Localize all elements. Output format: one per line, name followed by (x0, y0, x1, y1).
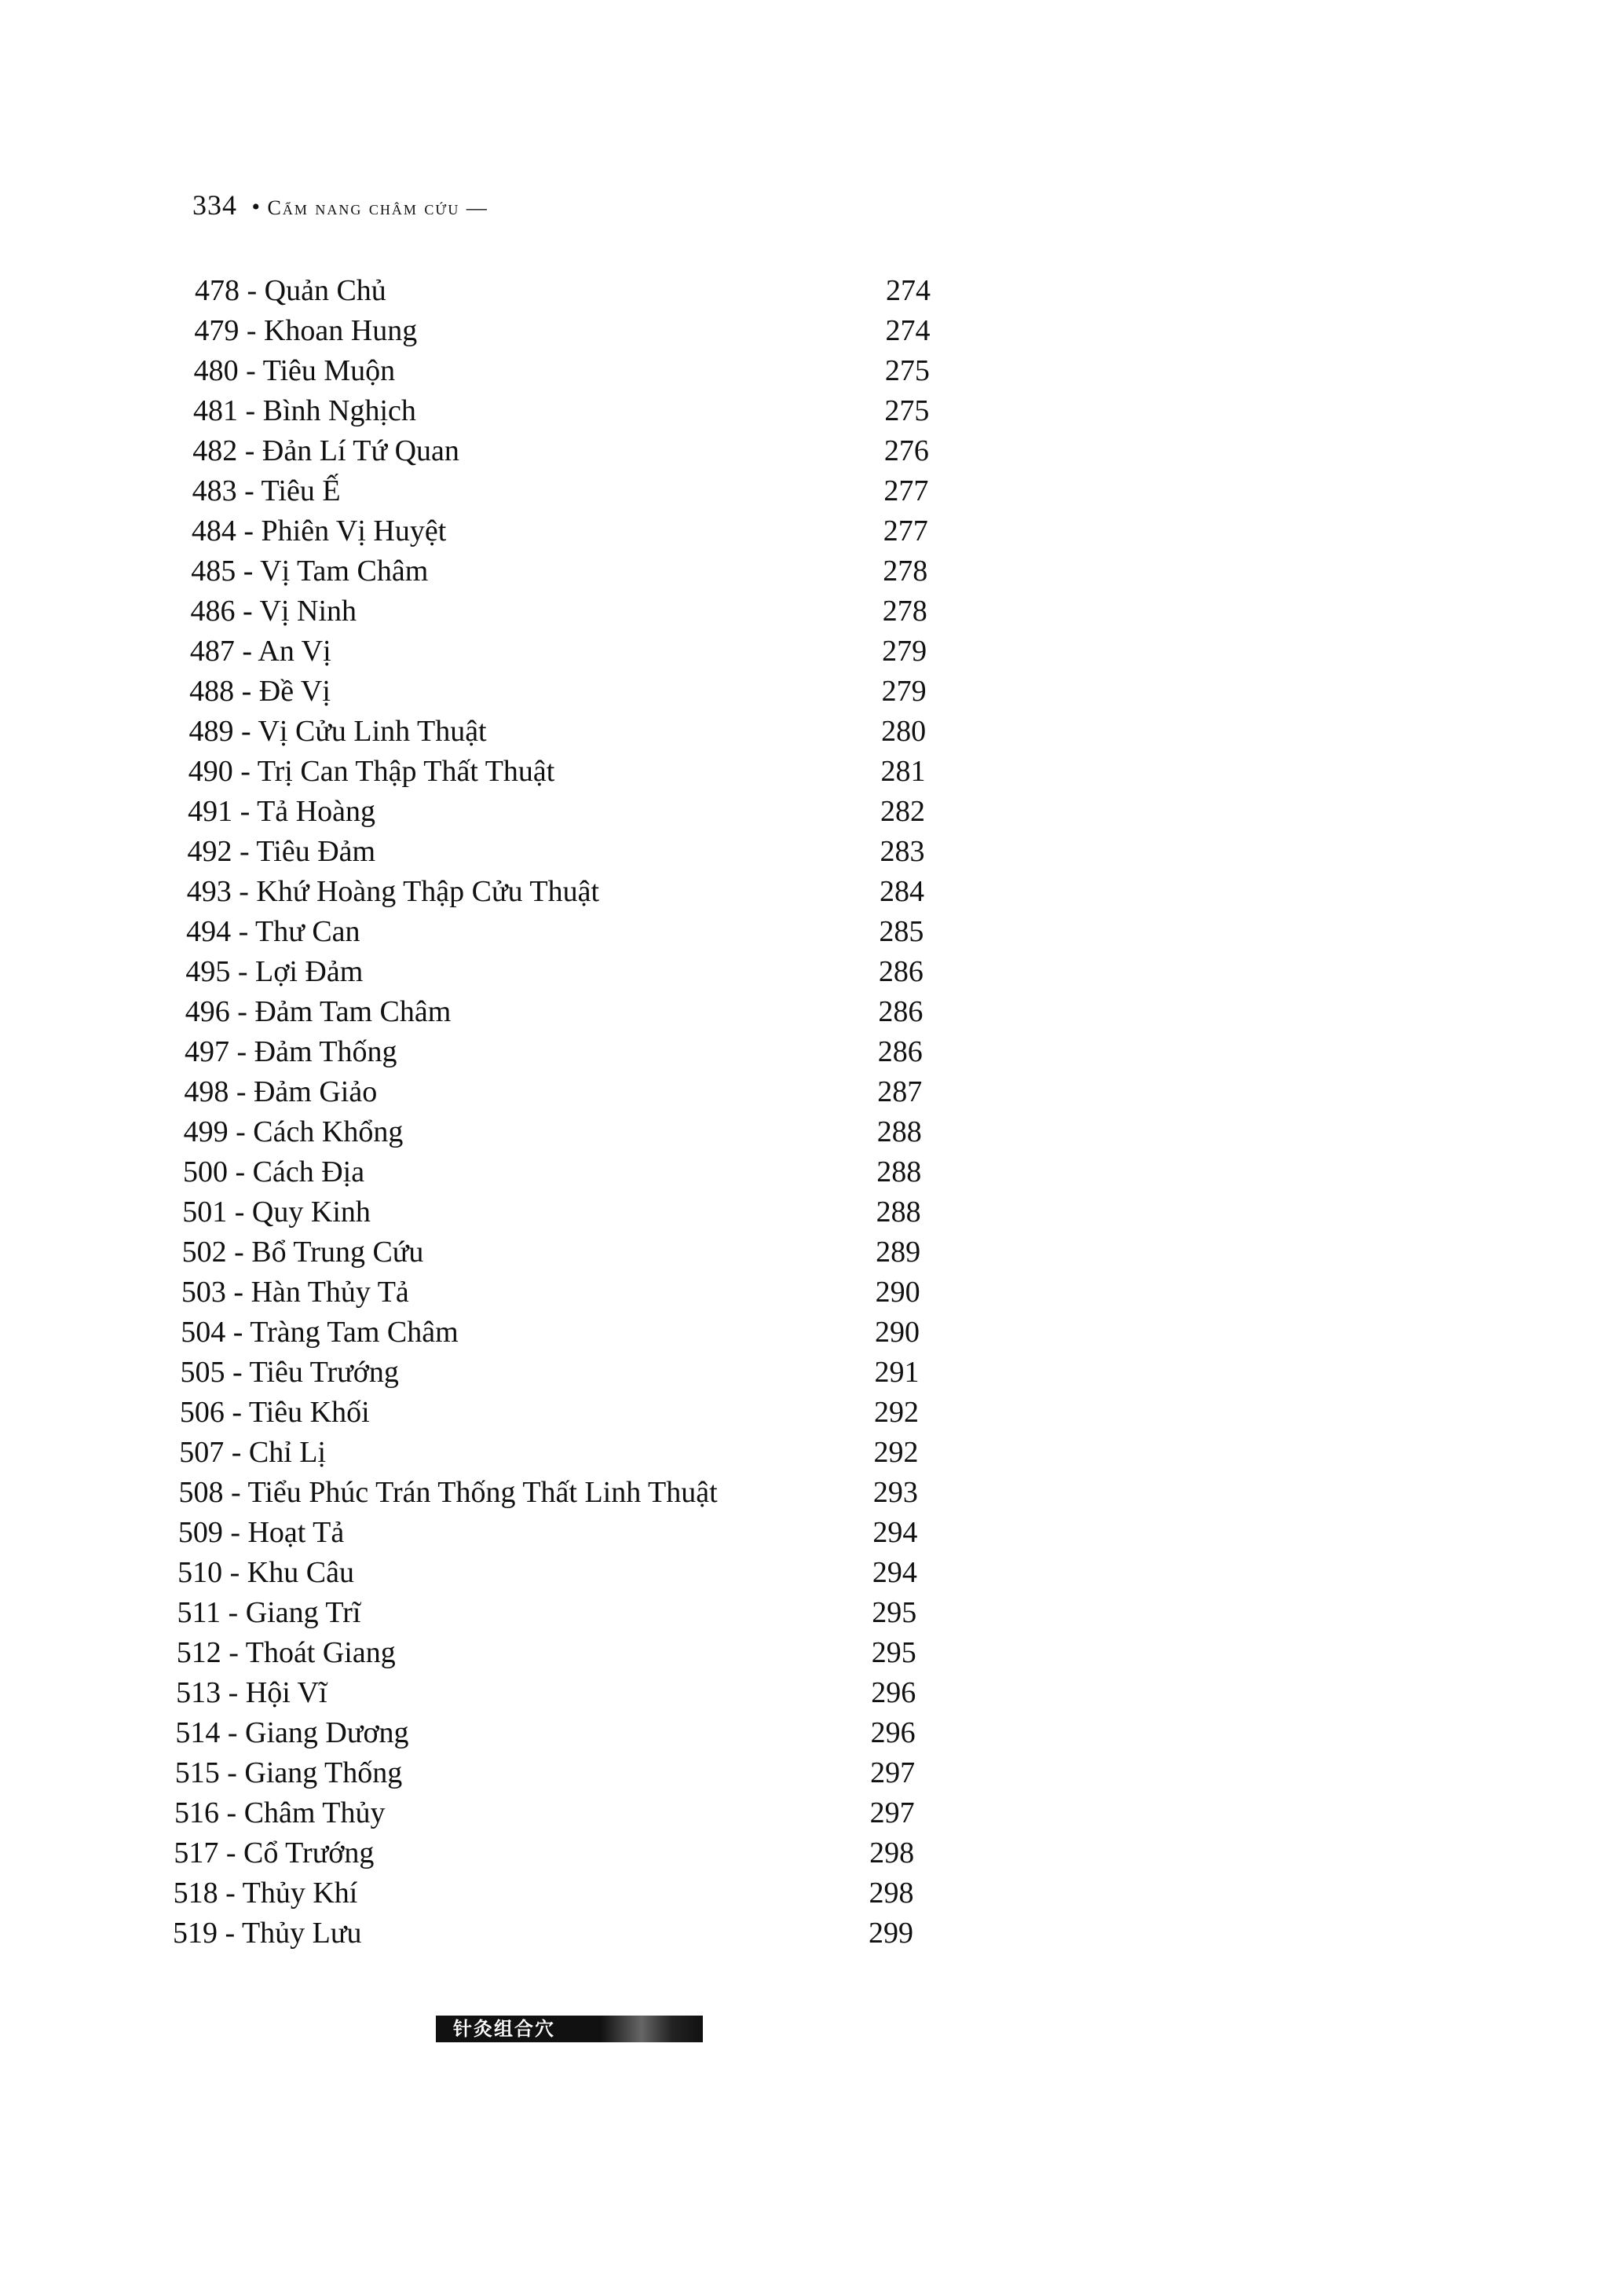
toc-row (0, 1112, 1624, 1152)
toc-row (0, 952, 1624, 992)
toc-entry-page: 288 (876, 1196, 921, 1229)
toc-entry-label: 514 - Giang Dương (175, 1716, 409, 1749)
toc-row (0, 271, 1624, 311)
toc-entry-label: 505 - Tiêu Trướng (180, 1356, 399, 1389)
toc-row (0, 672, 1624, 712)
toc-entry-label: 488 - Đề Vị (189, 675, 331, 708)
toc-entry-page: 277 (883, 474, 929, 507)
toc-row (0, 1313, 1624, 1353)
toc-row (0, 551, 1624, 591)
toc-row (0, 832, 1624, 872)
toc-entry-label: 516 - Châm Thủy (174, 1796, 386, 1829)
toc-entry-label: 478 - Quản Chủ (195, 274, 386, 307)
toc-row (0, 992, 1624, 1032)
toc-row (0, 391, 1624, 431)
toc-row (0, 1593, 1624, 1633)
toc-entry-page: 274 (885, 314, 931, 347)
toc-row (0, 1473, 1624, 1513)
toc-entry-label: 500 - Cách Địa (182, 1155, 365, 1188)
toc-entry-page: 285 (879, 915, 924, 948)
footer-banner-fade (601, 2016, 703, 2042)
toc-entry-page: 286 (878, 995, 924, 1028)
toc-entry-page: 289 (876, 1236, 921, 1269)
toc-entry-page: 298 (869, 1836, 915, 1869)
toc-entry-label: 513 - Hội Vĩ (176, 1676, 327, 1709)
toc-entry-page: 284 (879, 875, 924, 908)
toc-row (0, 712, 1624, 752)
toc-entry-label: 495 - Lợi Đảm (185, 955, 364, 988)
toc-row (0, 1032, 1624, 1072)
toc-entry-label: 503 - Hàn Thủy Tả (181, 1276, 409, 1309)
toc-entry-page: 279 (882, 635, 927, 668)
toc-entry-page: 294 (872, 1556, 917, 1589)
toc-entry-label: 480 - Tiêu Muộn (193, 354, 396, 387)
toc-entry-page: 290 (875, 1276, 920, 1309)
toc-row (0, 1393, 1624, 1433)
toc-row (0, 1072, 1624, 1112)
toc-row (0, 1273, 1624, 1313)
toc-entry-page: 276 (883, 434, 929, 467)
toc-entry-label: 502 - Bổ Trung Cứu (181, 1236, 424, 1269)
toc-entry-page: 296 (870, 1716, 916, 1749)
toc-entry-page: 291 (874, 1356, 920, 1389)
toc-entry-page: 288 (876, 1115, 922, 1148)
toc-entry-page: 275 (884, 354, 930, 387)
toc-entry-label: 493 - Khứ Hoàng Thập Cửu Thuật (186, 875, 600, 908)
toc-entry-label: 489 - Vị Cửu Linh Thuật (188, 715, 487, 748)
toc-entry-label: 490 - Trị Can Thập Thất Thuật (188, 755, 555, 788)
toc-entry-label: 509 - Hoạt Tả (177, 1516, 345, 1549)
toc-entry-label: 515 - Giang Thống (174, 1756, 403, 1789)
footer-banner (436, 2016, 703, 2042)
toc-entry-page: 297 (869, 1796, 915, 1829)
toc-entry-label: 491 - Tả Hoàng (188, 795, 375, 828)
running-header (192, 189, 488, 222)
toc-entry-page: 286 (877, 1035, 923, 1068)
toc-row (0, 1553, 1624, 1593)
toc-row (0, 1913, 1624, 1954)
toc-entry-page: 292 (873, 1436, 919, 1469)
toc-entry-label: 487 - An Vị (189, 635, 331, 668)
toc-row (0, 752, 1624, 792)
toc-entry-label: 512 - Thoát Giang (176, 1636, 396, 1669)
toc-row (0, 591, 1624, 632)
toc-entry-label: 479 - Khoan Hung (194, 314, 418, 347)
toc-row (0, 1873, 1624, 1913)
toc-row (0, 1633, 1624, 1673)
toc-row (0, 1833, 1624, 1873)
toc-entry-page: 282 (880, 795, 926, 828)
toc-entry-label: 494 - Thư Can (186, 915, 360, 948)
toc-row (0, 311, 1624, 351)
toc-entry-label: 506 - Tiêu Khối (179, 1396, 370, 1429)
toc-entry-label: 486 - Vị Ninh (190, 595, 357, 628)
toc-entry-label: 510 - Khu Câu (177, 1556, 354, 1589)
toc-row (0, 1353, 1624, 1393)
toc-entry-label: 496 - Đảm Tam Châm (185, 995, 452, 1028)
toc-entry-label: 508 - Tiểu Phúc Trán Thống Thất Linh Thuật (178, 1476, 718, 1509)
toc-entry-page: 293 (872, 1476, 918, 1509)
toc-entry-page: 299 (869, 1917, 913, 1950)
toc-entry-page: 283 (880, 835, 925, 868)
toc-entry-label: 517 - Cổ Trướng (174, 1836, 375, 1869)
toc-entry-page: 288 (876, 1155, 922, 1188)
toc-row (0, 431, 1624, 471)
toc-entry-label: 504 - Tràng Tam Châm (181, 1316, 459, 1349)
toc-entry-page: 278 (882, 595, 927, 628)
toc-entry-page: 278 (883, 555, 928, 588)
toc-entry-label: 483 - Tiêu Ế (192, 474, 341, 507)
toc-entry-label: 507 - Chỉ Lị (179, 1436, 327, 1469)
toc-entry-label: 482 - Đản Lí Tứ Quan (192, 434, 459, 467)
toc-entry-label: 499 - Cách Khổng (183, 1115, 404, 1148)
toc-entry-label: 485 - Vị Tam Châm (191, 555, 429, 588)
toc-entry-label: 492 - Tiêu Đảm (187, 835, 376, 868)
toc-entry-page: 297 (870, 1756, 916, 1789)
toc-entry-page: 281 (880, 755, 926, 788)
page-number: 334 (192, 189, 237, 221)
toc-entry-label: 484 - Phiên Vị Huyệt (191, 514, 447, 547)
toc-entry-page: 286 (878, 955, 924, 988)
toc-entry-page: 294 (872, 1516, 918, 1549)
toc-entry-label: 497 - Đảm Thống (185, 1035, 397, 1068)
toc-row (0, 1753, 1624, 1793)
toc-entry-label: 498 - Đảm Giảo (184, 1075, 378, 1108)
toc-entry-label: 511 - Giang Trĩ (177, 1596, 361, 1629)
footer-banner-text: 针灸组合穴 (453, 2018, 555, 2040)
toc-entry-label: 518 - Thủy Khí (173, 1877, 358, 1910)
toc-row (0, 511, 1624, 551)
toc-entry-page: 295 (872, 1596, 917, 1629)
toc-row (0, 872, 1624, 912)
toc-entry-page: 295 (871, 1636, 916, 1669)
toc-entry-page: 279 (881, 675, 927, 708)
toc-row (0, 1232, 1624, 1273)
toc-row (0, 471, 1624, 511)
toc-row (0, 1673, 1624, 1713)
toc-row (0, 1793, 1624, 1833)
toc-row (0, 1713, 1624, 1753)
toc-row (0, 1192, 1624, 1232)
toc-entry-page: 280 (881, 715, 927, 748)
toc-row (0, 912, 1624, 952)
toc-row (0, 632, 1624, 672)
toc-entry-label: 501 - Quy Kinh (182, 1196, 371, 1229)
toc-entry-page: 275 (884, 394, 930, 427)
toc-row (0, 1433, 1624, 1473)
toc-entry-page: 287 (877, 1075, 923, 1108)
toc-entry-label: 481 - Bình Nghịch (192, 394, 416, 427)
toc-entry-label: 519 - Thủy Lưu (173, 1917, 362, 1950)
toc-entry-page: 277 (883, 514, 928, 547)
toc-row (0, 1513, 1624, 1553)
toc-entry-page: 296 (871, 1676, 916, 1709)
toc-entry-page: 298 (869, 1877, 914, 1910)
toc-entry-page: 290 (875, 1316, 920, 1349)
book-title: Cẩm nang châm cứu — (267, 196, 488, 219)
toc-entry-page: 292 (873, 1396, 919, 1429)
toc-entry-page: 274 (886, 274, 931, 307)
toc-row (0, 792, 1624, 832)
header-bullet: • (251, 194, 262, 220)
toc-row (0, 351, 1624, 391)
toc-row (0, 1152, 1624, 1192)
